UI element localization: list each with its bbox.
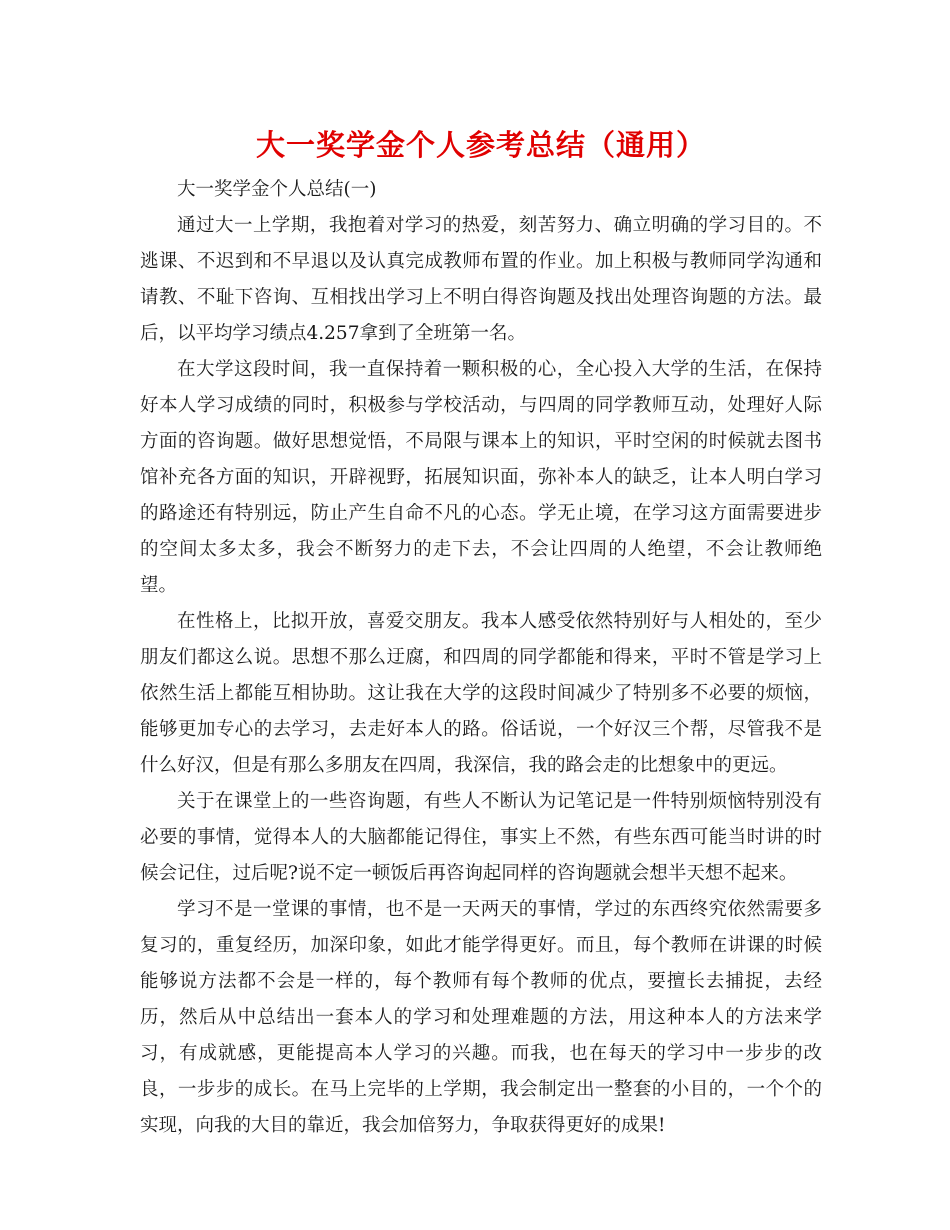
paragraph-4: 关于在课堂上的一些咨询题，有些人不断认为记笔记是一件特别烦恼特别没有必要的事情，觉得本人的大脑都能记得住，事实上不然，有些东西可能当时讲的时候会记住，过后呢?说不定一顿饭后再咨询起同样的咨询题就会想半天想不起来。 (140, 791, 822, 884)
paragraph-1: 通过大一上学期，我抱着对学习的热爱，刻苦努力、确立明确的学习目的。不逃课、不迟到和不早退以及认真完成教师布置的作业。加上积极与教师同学沟通和请教、不耻下咨询、互相找出学习上不明白得咨询题及找出处理咨询题的方法。最后，以平均学习绩点4.257拿到了全班第一名。 (140, 215, 822, 344)
paragraph-3: 在性格上，比拟开放，喜爱交朋友。我本人感受依然特别好与人相处的，至少朋友们都这么说。思想不那么迂腐，和四周的同学都能和得来，平时不管是学习上依然生活上都能互相协助。这让我在大学的这段时间减少了特别多不必要的烦恼，能够更加专心的去学习，去走好本人的路。俗话说，一个好汉三个帮，尽管我不是什么好汉，但是有那么多朋友在四周，我深信，我的路会走的比想象中的更远。 (140, 611, 822, 776)
section-heading: 大一奖学金个人总结(一) (177, 179, 377, 200)
document-page (140, 122, 822, 1144)
paragraph-2: 在大学这段时间，我一直保持着一颗积极的心，全心投入大学的生活，在保持好本人学习成绩的同时，积极参与学校活动，与四周的同学教师互动，处理好人际方面的咨询题。做好思想觉悟，不局限与课本上的知识，平时空闲的时候就去图书馆补充各方面的知识，开辟视野，拓展知识面，弥补本人的缺乏，让本人明白学习的路途还有特别远，防止产生自命不凡的心态。学无止境，在学习这方面需要进步的空间太多太多，我会不断努力的走下去，不会让四周的人绝望，不会让教师绝望。 (140, 359, 822, 596)
paragraph-5: 学习不是一堂课的事情，也不是一天两天的事情，学过的东西终究依然需要多复习的，重复经历，加深印象，如此才能学得更好。而且，每个教师在讲课的时候能够说方法都不会是一样的，每个教师有每个教师的优点，要擅长去捕捉，去经历，然后从中总结出一套本人的学习和处理难题的方法，用这种本人的方法来学习，有成就感，更能提高本人学习的兴趣。而我，也在每天的学习中一步步的改良，一步步的成长。在马上完毕的上学期，我会制定出一整套的小目的，一个个的实现，向我的大目的靠近，我会加倍努力，争取获得更好的成果! (140, 899, 822, 1136)
document-title: 大一奖学金个人参考总结（通用） (255, 128, 706, 162)
